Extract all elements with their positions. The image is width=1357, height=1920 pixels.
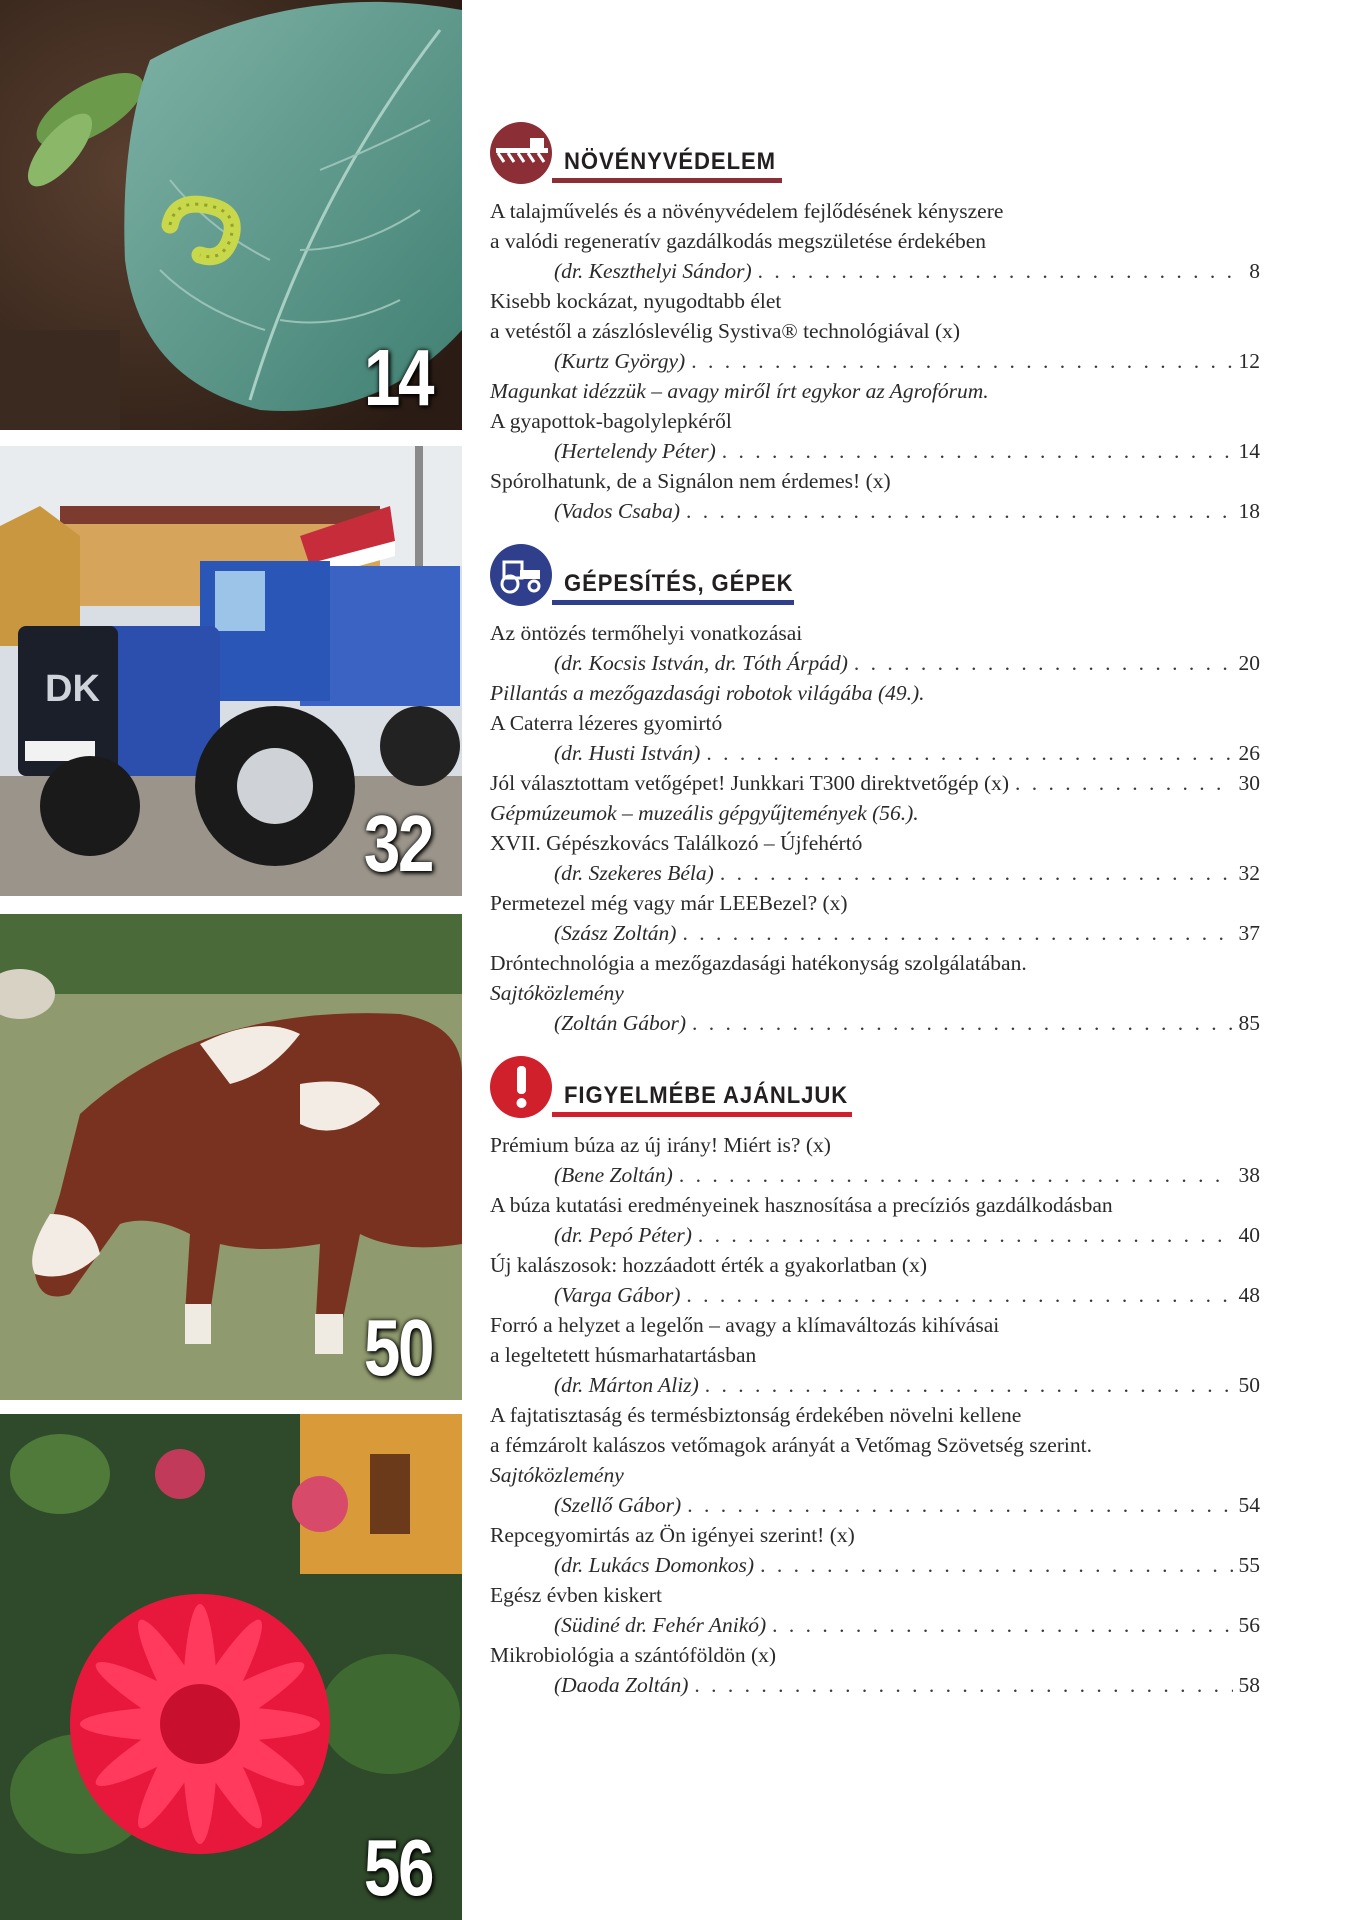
- toc-entry[interactable]: A búza kutatási eredményeinek hasznosítása a precíziós gazdálkodásban (dr. Pepó Péter) . . . 40: [490, 1190, 1260, 1250]
- entry-author: (Kurtz György): [554, 349, 686, 373]
- entry-author: (dr. Husti István): [554, 741, 701, 765]
- dot-leader: [760, 1550, 1232, 1580]
- toc-entry[interactable]: A talajművelés és a növényvédelem fejlődésének kényszere a valódi regeneratív gazdálkodás megszületése érdekében (dr. Keszthelyi Sándor) . . . 8: [490, 196, 1260, 286]
- entry-author: (dr. Pepó Péter): [554, 1223, 692, 1247]
- section-title: FIGYELMÉBE AJÁNLJUK: [564, 1082, 849, 1109]
- dot-leader: [758, 256, 1244, 286]
- entry-author: (Szellő Gábor): [554, 1493, 682, 1517]
- entry-page: 32: [1238, 861, 1260, 885]
- toc-entry[interactable]: Mikrobiológia a szántóföldön (x) (Daoda Zoltán) . . . 58: [490, 1640, 1260, 1700]
- entry-author: (dr. Lukács Domonkos): [554, 1553, 755, 1577]
- entry-author: (dr. Márton Aliz): [554, 1373, 699, 1397]
- dot-leader: [706, 738, 1232, 768]
- entry-page: 54: [1238, 1493, 1260, 1517]
- toc-entry[interactable]: Permetezel még vagy már LEEBezel? (x) (Szász Zoltán) . . . 37: [490, 888, 1260, 948]
- section-underline: [552, 1112, 852, 1117]
- entry-author: (Bene Zoltán): [554, 1163, 673, 1187]
- section-underline: [552, 178, 782, 183]
- entry-page: 8: [1249, 259, 1260, 283]
- dot-leader: [722, 436, 1233, 466]
- entry-title: Jól választottam vetőgépet! Junkkari T300 direktvetőgép (x): [490, 771, 1010, 795]
- dot-leader: [772, 1610, 1232, 1640]
- dot-leader: [705, 1370, 1233, 1400]
- toc-entry[interactable]: Repcegyomirtás az Ön igényei szerint! (x) (dr. Lukács Domonkos) . . . 55: [490, 1520, 1260, 1580]
- entry-page: 38: [1238, 1163, 1260, 1187]
- photo-caterpillar: [0, 0, 462, 430]
- toc-entry[interactable]: [490, 768, 1260, 798]
- section-header: [490, 1052, 1260, 1116]
- photo-dahlia: [0, 1414, 462, 1920]
- entry-author: (Hertelendy Péter): [554, 439, 716, 463]
- photo-tractor: [0, 446, 462, 896]
- section-header: [490, 540, 1260, 604]
- photo-page-number: 14: [363, 333, 432, 422]
- dot-leader: [686, 1280, 1232, 1310]
- photo-page-number: 32: [363, 799, 432, 888]
- section-header: [490, 118, 1260, 182]
- entry-author: (Szász Zoltán): [554, 921, 677, 945]
- toc-entry[interactable]: Új kalászosok: hozzáadott érték a gyakorlatban (x) (Varga Gábor) . . . 48: [490, 1250, 1260, 1310]
- dot-leader: [694, 1670, 1232, 1700]
- section-figyelmebe: [490, 1052, 1260, 1700]
- entry-page: 85: [1238, 1011, 1260, 1035]
- svg-text:DK: DK: [45, 668, 100, 710]
- dot-leader: [686, 496, 1232, 526]
- dot-leader: [854, 648, 1233, 678]
- entry-author: (dr. Keszthelyi Sándor): [554, 259, 752, 283]
- entry-page: 58: [1238, 1673, 1260, 1697]
- photo-column: [0, 0, 462, 1920]
- dot-leader: [698, 1220, 1233, 1250]
- entry-page: 12: [1238, 349, 1260, 373]
- entry-page: 40: [1238, 1223, 1260, 1247]
- entry-page: 18: [1238, 499, 1260, 523]
- entry-author: (Südiné dr. Fehér Anikó): [554, 1613, 767, 1637]
- toc-entry[interactable]: Prémium búza az új irány! Miért is? (x) (Bene Zoltán) . . . 38: [490, 1130, 1260, 1190]
- entry-page: 48: [1238, 1283, 1260, 1307]
- sprayer-icon: [490, 122, 552, 184]
- entry-author: (Vados Csaba): [554, 499, 681, 523]
- entry-author: (Daoda Zoltán): [554, 1673, 689, 1697]
- table-of-contents: [490, 118, 1260, 1700]
- section-title: NÖVÉNYVÉDELEM: [564, 148, 776, 175]
- exclamation-icon: [490, 1056, 552, 1118]
- entry-page: 55: [1238, 1553, 1260, 1577]
- entry-page: 26: [1238, 741, 1260, 765]
- section-underline: [552, 600, 794, 605]
- dot-leader: [682, 918, 1232, 948]
- dot-leader: [687, 1490, 1232, 1520]
- entry-page: 56: [1238, 1613, 1260, 1637]
- toc-entry[interactable]: A fajtatisztaság és termésbiztonság érdekében növelni kellene a fémzárolt kalászos vetőmagok arányát a Vetőmag Szövetség szerint. Sajtóközlemény (Szellő Gábor) . . . 54: [490, 1400, 1260, 1520]
- section-title: GÉPESÍTÉS, GÉPEK: [564, 570, 794, 597]
- entry-page: 37: [1238, 921, 1260, 945]
- toc-entry[interactable]: Egész évben kiskert (Südiné dr. Fehér Anikó) . . . 56: [490, 1580, 1260, 1640]
- entry-author: (dr. Szekeres Béla): [554, 861, 714, 885]
- toc-entry[interactable]: Magunkat idézzük – avagy miről írt egykor az Agrofórum. A gyapottok-bagolylepkéről (Hertelendy Péter) . . . 14: [490, 376, 1260, 466]
- photo-cow: [0, 914, 462, 1400]
- entry-author: (Varga Gábor): [554, 1283, 681, 1307]
- tractor-icon: [490, 544, 552, 606]
- entry-page: 30: [1238, 771, 1260, 795]
- entry-page: 50: [1238, 1373, 1260, 1397]
- entry-author: (dr. Kocsis István, dr. Tóth Árpád): [554, 651, 848, 675]
- toc-entry[interactable]: Gépmúzeumok – muzeális gépgyűjtemények (56.). XVII. Gépészkovács Találkozó – Újfehértó (dr. Szekeres Béla) . . . 32: [490, 798, 1260, 888]
- toc-entry[interactable]: Forró a helyzet a legelőn – avagy a klímaváltozás kihívásai a legeltetett húsmarhatartásban (dr. Márton Aliz) . . . 50: [490, 1310, 1260, 1400]
- toc-entry[interactable]: Pillantás a mezőgazdasági robotok világába (49.). A Caterra lézeres gyomirtó (dr. Husti István) . . . 26: [490, 678, 1260, 768]
- dot-leader: [1015, 768, 1232, 798]
- section-gepesites: [490, 540, 1260, 1038]
- toc-entry[interactable]: Spórolhatunk, de a Signálon nem érdemes! (x) (Vados Csaba) . . . 18: [490, 466, 1260, 526]
- dot-leader: [679, 1160, 1233, 1190]
- dot-leader: [720, 858, 1233, 888]
- entry-author: (Zoltán Gábor): [554, 1011, 686, 1035]
- photo-page-number: 56: [363, 1823, 432, 1912]
- dot-leader: [691, 346, 1232, 376]
- toc-entry[interactable]: Kisebb kockázat, nyugodtabb élet a vetéstől a zászlóslevélig Systiva® technológiával (x) (Kurtz György) . . . 12: [490, 286, 1260, 376]
- entry-page: 14: [1238, 439, 1260, 463]
- toc-entry[interactable]: Az öntözés termőhelyi vonatkozásai (dr. Kocsis István, dr. Tóth Árpád) . . . 20: [490, 618, 1260, 678]
- entry-page: 20: [1238, 651, 1260, 675]
- photo-page-number: 50: [363, 1303, 432, 1392]
- toc-entry[interactable]: Dróntechnológia a mezőgazdasági hatékonyság szolgálatában. Sajtóközlemény (Zoltán Gábor) . . . 85: [490, 948, 1260, 1038]
- section-novenyvedelem: [490, 118, 1260, 526]
- dot-leader: [692, 1008, 1233, 1038]
